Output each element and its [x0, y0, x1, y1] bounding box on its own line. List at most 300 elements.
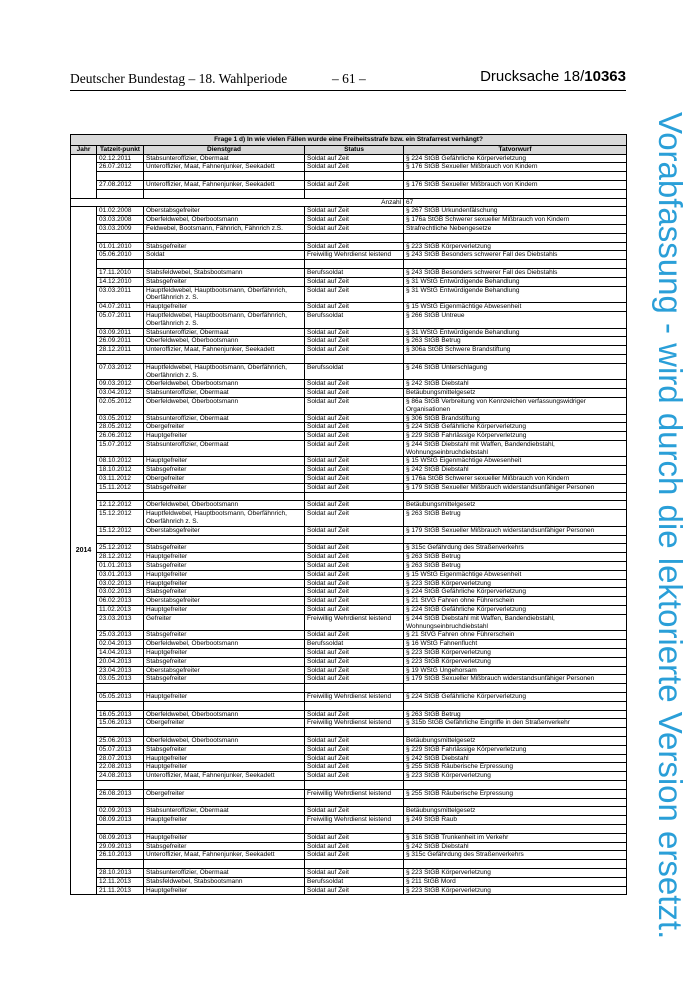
- tatzeit-cell: 23.04.2013: [97, 666, 144, 675]
- dienstgrad-cell: Obergefreiter: [144, 423, 305, 432]
- tatvorwurf-cell: [404, 492, 627, 501]
- status-cell: Soldat auf Zeit: [305, 180, 404, 189]
- tatzeit-cell: 03.02.2013: [97, 579, 144, 588]
- tatzeit-cell: [97, 189, 144, 198]
- tatvorwurf-cell: § 263 StGB Betrug: [404, 337, 627, 346]
- tatvorwurf-cell: [404, 189, 627, 198]
- tatzeit-cell: 05.06.2010: [97, 251, 144, 260]
- tatzeit-cell: 14.12.2010: [97, 277, 144, 286]
- tatzeit-cell: 11.02.2013: [97, 606, 144, 615]
- doc-reference: [480, 68, 626, 85]
- status-cell: Berufssoldat: [305, 311, 404, 328]
- dienstgrad-cell: Oberfeldwebel, Oberbootsmann: [144, 216, 305, 225]
- tatvorwurf-cell: § 315c Gefährdung des Straßenverkehrs: [404, 544, 627, 553]
- tatvorwurf-cell: § 224 StGB Gefährliche Körperverletzung: [404, 588, 627, 597]
- tatvorwurf-cell: § 263 StGB Betrug: [404, 510, 627, 527]
- status-cell: [305, 780, 404, 789]
- dienstgrad-cell: Hauptgefreiter: [144, 693, 305, 702]
- tatvorwurf-cell: § 316 StGB Trunkenheit im Verkehr: [404, 833, 627, 842]
- table-row: [71, 303, 627, 312]
- table-row: [71, 833, 627, 842]
- tatzeit-cell: 25.12.2012: [97, 544, 144, 553]
- dienstgrad-cell: Unteroffizier, Maat, Fahnenjunker, Seekadett: [144, 346, 305, 355]
- tatvorwurf-cell: § 31 WStG Entwürdigende Behandlung: [404, 277, 627, 286]
- dienstgrad-cell: Stabsunteroffizier, Obermaat: [144, 328, 305, 337]
- dienstgrad-cell: [144, 728, 305, 737]
- tatvorwurf-cell: § 16 WStG Fahnenflucht: [404, 640, 627, 649]
- dienstgrad-cell: Oberfeldwebel, Oberbootsmann: [144, 640, 305, 649]
- tatvorwurf-cell: § 224 StGB Gefährliche Körperverletzung: [404, 606, 627, 615]
- table-row: [71, 816, 627, 825]
- table-row: [71, 475, 627, 484]
- table-row: [71, 693, 627, 702]
- dienstgrad-cell: Stabsunteroffizier, Obermaat: [144, 868, 305, 877]
- dienstgrad-cell: Stabsgefreiter: [144, 242, 305, 251]
- table-row: [71, 277, 627, 286]
- dienstgrad-cell: Stabsgefreiter: [144, 675, 305, 684]
- dienstgrad-cell: Hauptfeldwebel, Hauptbootsmann, Oberfähnrich, Oberfähnrich z. S.: [144, 510, 305, 527]
- table-row: [71, 501, 627, 510]
- tatvorwurf-cell: § 179 StGB Sexueller Mißbrauch widerstandsunfähiger Personen: [404, 526, 627, 535]
- dienstgrad-cell: Oberfeldwebel, Oberbootsmann: [144, 501, 305, 510]
- status-cell: Soldat auf Zeit: [305, 242, 404, 251]
- status-cell: Soldat auf Zeit: [305, 163, 404, 172]
- table-row: [71, 719, 627, 728]
- dienstgrad-cell: Hauptgefreiter: [144, 816, 305, 825]
- table-row: [71, 216, 627, 225]
- table-row: [71, 824, 627, 833]
- table-row: [71, 154, 627, 163]
- table-row: [71, 851, 627, 860]
- table-row: [71, 754, 627, 763]
- tatvorwurf-cell: § 263 StGB Betrug: [404, 553, 627, 562]
- tatvorwurf-cell: § 15 WStG Eigenmächtige Abwesenheit: [404, 303, 627, 312]
- dienstgrad-cell: [144, 860, 305, 869]
- tatzeit-cell: [97, 492, 144, 501]
- dienstgrad-cell: [144, 354, 305, 363]
- tatvorwurf-cell: [404, 260, 627, 269]
- status-cell: [305, 824, 404, 833]
- dienstgrad-cell: Obergefreiter: [144, 475, 305, 484]
- table-row: [71, 380, 627, 389]
- table-row: [71, 640, 627, 649]
- tatzeit-cell: 28.10.2013: [97, 868, 144, 877]
- tatvorwurf-cell: § 255 StGB Räuberische Erpressung: [404, 763, 627, 772]
- tatzeit-cell: 03.03.2009: [97, 224, 144, 233]
- tatvorwurf-cell: § 86a StGB Verbreitung von Kennzeichen verfassungswidriger Organisationen: [404, 397, 627, 414]
- tatzeit-cell: [97, 701, 144, 710]
- dienstgrad-cell: Stabsgefreiter: [144, 588, 305, 597]
- status-cell: [305, 172, 404, 181]
- dienstgrad-cell: Stabsgefreiter: [144, 657, 305, 666]
- tatvorwurf-cell: § 223 StGB Körperverletzung: [404, 649, 627, 658]
- watermark-text: Vorabfassung - wird durch die lektorierte Version ersetzt.: [652, 112, 689, 940]
- dienstgrad-cell: Stabsgefreiter: [144, 483, 305, 492]
- tatzeit-cell: 24.08.2013: [97, 772, 144, 781]
- tatvorwurf-cell: § 315c Gefährdung des Straßenverkehrs: [404, 851, 627, 860]
- status-cell: Soldat auf Zeit: [305, 666, 404, 675]
- tatzeit-cell: [97, 824, 144, 833]
- status-cell: Soldat auf Zeit: [305, 842, 404, 851]
- dienstgrad-cell: Oberfeldwebel, Oberbootsmann: [144, 710, 305, 719]
- col-jahr: Jahr: [71, 145, 97, 154]
- tatzeit-cell: 28.07.2013: [97, 754, 144, 763]
- dienstgrad-cell: Stabsgefreiter: [144, 562, 305, 571]
- table-row: [71, 535, 627, 544]
- status-cell: Freiwillig Wehrdienst leistend: [305, 693, 404, 702]
- tatzeit-cell: [97, 354, 144, 363]
- count-value: 67: [404, 198, 627, 207]
- status-cell: Soldat auf Zeit: [305, 397, 404, 414]
- status-cell: Soldat auf Zeit: [305, 675, 404, 684]
- table-row: [71, 868, 627, 877]
- status-cell: [305, 492, 404, 501]
- dienstgrad-cell: Hauptgefreiter: [144, 303, 305, 312]
- col-tatzeit: Tatzeit-punkt: [97, 145, 144, 154]
- tatzeit-cell: 27.08.2012: [97, 180, 144, 189]
- status-cell: Soldat auf Zeit: [305, 440, 404, 457]
- table-row: [71, 579, 627, 588]
- tatzeit-cell: 26.06.2012: [97, 432, 144, 441]
- tatzeit-cell: 08.10.2012: [97, 457, 144, 466]
- tatvorwurf-cell: Betäubungsmittelgesetz: [404, 736, 627, 745]
- tatzeit-cell: 22.08.2013: [97, 763, 144, 772]
- tatzeit-cell: 03.11.2012: [97, 475, 144, 484]
- dienstgrad-cell: Unteroffizier, Maat, Fahnenjunker, Seekadett: [144, 851, 305, 860]
- dienstgrad-cell: Unteroffizier, Maat, Fahnenjunker, Seekadett: [144, 180, 305, 189]
- status-cell: [305, 798, 404, 807]
- status-cell: Soldat auf Zeit: [305, 649, 404, 658]
- status-cell: Soldat auf Zeit: [305, 588, 404, 597]
- tatvorwurf-cell: § 176a StGB Schwerer sexueller Mißbrauch von Kindern: [404, 216, 627, 225]
- table-row: [71, 224, 627, 233]
- table-row: [71, 354, 627, 363]
- tatzeit-cell: 25.06.2013: [97, 736, 144, 745]
- year-cell: 2014: [71, 207, 97, 895]
- tatzeit-cell: 12.12.2012: [97, 501, 144, 510]
- year-cell: [71, 154, 97, 198]
- tatvorwurf-cell: § 249 StGB Raub: [404, 816, 627, 825]
- table-body: [71, 154, 627, 895]
- tatvorwurf-cell: § 223 StGB Körperverletzung: [404, 657, 627, 666]
- tatzeit-cell: [97, 172, 144, 181]
- status-cell: [305, 860, 404, 869]
- dienstgrad-cell: Hauptgefreiter: [144, 579, 305, 588]
- tatzeit-cell: 03.03.2008: [97, 216, 144, 225]
- status-cell: Soldat auf Zeit: [305, 772, 404, 781]
- dienstgrad-cell: Obergefreiter: [144, 789, 305, 798]
- tatvorwurf-cell: § 179 StGB Sexueller Mißbrauch widerstandsunfähiger Personen: [404, 675, 627, 684]
- tatzeit-cell: 02.12.2011: [97, 154, 144, 163]
- col-dienstgrad: Dienstgrad: [144, 145, 305, 154]
- status-cell: Soldat auf Zeit: [305, 597, 404, 606]
- tatvorwurf-cell: [404, 860, 627, 869]
- dienstgrad-cell: Hauptgefreiter: [144, 432, 305, 441]
- table-row: [71, 423, 627, 432]
- table-row: [71, 163, 627, 172]
- tatvorwurf-cell: § 267 StGB Urkundenfälschung: [404, 207, 627, 216]
- doc-label: Drucksache 18/: [480, 68, 585, 85]
- tatzeit-cell: [97, 233, 144, 242]
- status-cell: Soldat auf Zeit: [305, 745, 404, 754]
- status-cell: [305, 535, 404, 544]
- tatzeit-cell: 20.04.2013: [97, 657, 144, 666]
- dienstgrad-cell: Oberfeldwebel, Oberbootsmann: [144, 736, 305, 745]
- dienstgrad-cell: Stabsfeldwebel, Stabsbootsmann: [144, 877, 305, 886]
- dienstgrad-cell: Hauptgefreiter: [144, 833, 305, 842]
- status-cell: Soldat auf Zeit: [305, 763, 404, 772]
- dienstgrad-cell: Stabsunteroffizier, Obermaat: [144, 440, 305, 457]
- status-cell: Freiwillig Wehrdienst leistend: [305, 251, 404, 260]
- table-row: [71, 286, 627, 303]
- tatzeit-cell: 28.12.2011: [97, 346, 144, 355]
- tatvorwurf-cell: [404, 172, 627, 181]
- tatvorwurf-cell: § 223 StGB Körperverletzung: [404, 868, 627, 877]
- table-row: [71, 510, 627, 527]
- table-row: [71, 363, 627, 380]
- status-cell: Soldat auf Zeit: [305, 579, 404, 588]
- tatzeit-cell: 06.02.2013: [97, 597, 144, 606]
- status-cell: Soldat auf Zeit: [305, 207, 404, 216]
- status-cell: [305, 189, 404, 198]
- table-row: [71, 807, 627, 816]
- dienstgrad-cell: Oberfeldwebel, Oberbootsmann: [144, 337, 305, 346]
- status-cell: Soldat auf Zeit: [305, 657, 404, 666]
- tatzeit-cell: 01.01.2010: [97, 242, 144, 251]
- tatvorwurf-cell: § 176 StGB Sexueller Mißbrauch von Kindern: [404, 163, 627, 172]
- tatzeit-cell: 26.10.2013: [97, 851, 144, 860]
- dienstgrad-cell: Stabsgefreiter: [144, 277, 305, 286]
- table-row: [71, 389, 627, 398]
- status-cell: Soldat auf Zeit: [305, 328, 404, 337]
- status-cell: Soldat auf Zeit: [305, 337, 404, 346]
- dienstgrad-cell: Stabsgefreiter: [144, 631, 305, 640]
- status-cell: Soldat auf Zeit: [305, 475, 404, 484]
- col-tatvorwurf: Tatvorwurf: [404, 145, 627, 154]
- dienstgrad-cell: [144, 172, 305, 181]
- tatzeit-cell: [97, 860, 144, 869]
- status-cell: Soldat auf Zeit: [305, 457, 404, 466]
- tatvorwurf-cell: § 31 WStG Entwürdigende Behandlung: [404, 286, 627, 303]
- tatzeit-cell: 05.07.2013: [97, 745, 144, 754]
- status-cell: Soldat auf Zeit: [305, 807, 404, 816]
- tatvorwurf-cell: § 242 StGB Diebstahl: [404, 754, 627, 763]
- tatzeit-cell: 01.01.2013: [97, 562, 144, 571]
- table-row: [71, 457, 627, 466]
- dienstgrad-cell: Feldwebel, Bootsmann, Fähnrich, Fähnrich z.S.: [144, 224, 305, 233]
- table-row: [71, 789, 627, 798]
- table-row: [71, 597, 627, 606]
- status-cell: [305, 260, 404, 269]
- table-row: [71, 877, 627, 886]
- tatvorwurf-cell: § 243 StGB Besonders schwerer Fall des Diebstahls: [404, 251, 627, 260]
- tatzeit-cell: 23.03.2013: [97, 614, 144, 631]
- dienstgrad-cell: [144, 780, 305, 789]
- tatzeit-cell: 08.09.2013: [97, 816, 144, 825]
- tatzeit-cell: 05.05.2013: [97, 693, 144, 702]
- tatzeit-cell: 03.05.2012: [97, 414, 144, 423]
- status-cell: Soldat auf Zeit: [305, 851, 404, 860]
- tatzeit-cell: 04.07.2011: [97, 303, 144, 312]
- tatvorwurf-cell: Betäubungsmittelgesetz: [404, 389, 627, 398]
- tatzeit-cell: 09.03.2012: [97, 380, 144, 389]
- tatvorwurf-cell: § 223 StGB Körperverletzung: [404, 886, 627, 895]
- dienstgrad-cell: [144, 798, 305, 807]
- tatvorwurf-cell: [404, 684, 627, 693]
- tatvorwurf-cell: § 15 WStG Eigenmächtige Abwesenheit: [404, 457, 627, 466]
- dienstgrad-cell: [144, 492, 305, 501]
- dienstgrad-cell: Hauptgefreiter: [144, 606, 305, 615]
- table-row: [71, 649, 627, 658]
- tatvorwurf-cell: [404, 233, 627, 242]
- tatzeit-cell: 18.10.2012: [97, 466, 144, 475]
- status-cell: [305, 354, 404, 363]
- tatvorwurf-cell: § 21 StVG Fahren ohne Führerschein: [404, 631, 627, 640]
- status-cell: Soldat auf Zeit: [305, 544, 404, 553]
- dienstgrad-cell: Hauptgefreiter: [144, 570, 305, 579]
- tatvorwurf-cell: [404, 780, 627, 789]
- dienstgrad-cell: Unteroffizier, Maat, Fahnenjunker, Seekadett: [144, 772, 305, 781]
- status-cell: Soldat auf Zeit: [305, 868, 404, 877]
- status-cell: Soldat auf Zeit: [305, 606, 404, 615]
- status-cell: Freiwillig Wehrdienst leistend: [305, 719, 404, 728]
- status-cell: Soldat auf Zeit: [305, 570, 404, 579]
- tatzeit-cell: 02.05.2012: [97, 397, 144, 414]
- tatvorwurf-cell: § 223 StGB Körperverletzung: [404, 242, 627, 251]
- tatzeit-cell: 03.09.2011: [97, 328, 144, 337]
- status-cell: Soldat auf Zeit: [305, 710, 404, 719]
- status-cell: Soldat auf Zeit: [305, 631, 404, 640]
- tatvorwurf-cell: [404, 701, 627, 710]
- table-row: [71, 207, 627, 216]
- dienstgrad-cell: Hauptfeldwebel, Hauptbootsmann, Oberfähnrich, Oberfähnrich z. S.: [144, 286, 305, 303]
- dienstgrad-cell: Hauptgefreiter: [144, 457, 305, 466]
- status-cell: [305, 701, 404, 710]
- table-row: [71, 860, 627, 869]
- tatvorwurf-cell: Strafrechtliche Nebengesetze: [404, 224, 627, 233]
- cases-table: [70, 134, 627, 895]
- tatzeit-cell: 26.08.2013: [97, 789, 144, 798]
- status-cell: Soldat auf Zeit: [305, 553, 404, 562]
- table-row: [71, 544, 627, 553]
- status-cell: Soldat auf Zeit: [305, 277, 404, 286]
- dienstgrad-cell: Oberstabsgefreiter: [144, 666, 305, 675]
- tatvorwurf-cell: § 19 WStG Ungehorsam: [404, 666, 627, 675]
- dienstgrad-cell: Obergefreiter: [144, 719, 305, 728]
- status-cell: Soldat auf Zeit: [305, 562, 404, 571]
- tatzeit-cell: [97, 684, 144, 693]
- status-cell: Soldat auf Zeit: [305, 754, 404, 763]
- tatzeit-cell: [97, 780, 144, 789]
- tatvorwurf-cell: Betäubungsmittelgesetz: [404, 807, 627, 816]
- table-row: [71, 728, 627, 737]
- dienstgrad-cell: Unteroffizier, Maat, Fahnenjunker, Seekadett: [144, 163, 305, 172]
- dienstgrad-cell: Hauptgefreiter: [144, 553, 305, 562]
- tatzeit-cell: [97, 798, 144, 807]
- status-cell: Soldat auf Zeit: [305, 736, 404, 745]
- table-row: [71, 172, 627, 181]
- tatvorwurf-cell: [404, 824, 627, 833]
- status-cell: Soldat auf Zeit: [305, 432, 404, 441]
- table-row: [71, 886, 627, 895]
- dienstgrad-cell: Stabsgefreiter: [144, 745, 305, 754]
- table-row: [71, 710, 627, 719]
- dienstgrad-cell: [144, 535, 305, 544]
- table-row: [71, 432, 627, 441]
- table-row: [71, 466, 627, 475]
- dienstgrad-cell: [144, 824, 305, 833]
- table-row: [71, 570, 627, 579]
- table-row: [71, 631, 627, 640]
- tatzeit-cell: 07.03.2012: [97, 363, 144, 380]
- doc-number: 10363: [584, 68, 626, 85]
- table-row: [71, 588, 627, 597]
- tatvorwurf-cell: § 243 StGB Besonders schwerer Fall des Diebstahls: [404, 268, 627, 277]
- tatvorwurf-cell: § 211 StGB Mord: [404, 877, 627, 886]
- dienstgrad-cell: Hauptfeldwebel, Hauptbootsmann, Oberfähnrich, Oberfähnrich z. S.: [144, 363, 305, 380]
- tatvorwurf-cell: § 306 StGB Brandstiftung: [404, 414, 627, 423]
- table-row: [71, 492, 627, 501]
- dienstgrad-cell: Stabsgefreiter: [144, 842, 305, 851]
- status-cell: Soldat auf Zeit: [305, 833, 404, 842]
- table-row: [71, 666, 627, 675]
- tatvorwurf-cell: § 246 StGB Unterschlagung: [404, 363, 627, 380]
- tatzeit-cell: 02.04.2013: [97, 640, 144, 649]
- status-cell: Freiwillig Wehrdienst leistend: [305, 789, 404, 798]
- table-row: [71, 780, 627, 789]
- dienstgrad-cell: Stabsgefreiter: [144, 466, 305, 475]
- tatvorwurf-cell: § 21 StVG Fahren ohne Führerschein: [404, 597, 627, 606]
- tatzeit-cell: 02.09.2013: [97, 807, 144, 816]
- tatzeit-cell: 12.11.2013: [97, 877, 144, 886]
- header-left: Deutscher Bundestag – 18. Wahlperiode: [70, 71, 288, 86]
- table-row: [71, 242, 627, 251]
- table-row: [71, 328, 627, 337]
- status-cell: Berufssoldat: [305, 640, 404, 649]
- tatvorwurf-cell: § 229 StGB Fahrlässige Körperverletzung: [404, 745, 627, 754]
- status-cell: Soldat auf Zeit: [305, 346, 404, 355]
- status-cell: Soldat auf Zeit: [305, 886, 404, 895]
- tatvorwurf-cell: § 315b StGB Gefährliche Eingriffe in den Straßenverkehr: [404, 719, 627, 728]
- tatvorwurf-cell: § 224 StGB Gefährliche Körperverletzung: [404, 154, 627, 163]
- tatvorwurf-cell: § 263 StGB Betrug: [404, 710, 627, 719]
- status-cell: Berufssoldat: [305, 268, 404, 277]
- tatvorwurf-cell: § 176 StGB Sexueller Mißbrauch von Kindern: [404, 180, 627, 189]
- table-row: [71, 736, 627, 745]
- tatvorwurf-cell: § 224 StGB Gefährliche Körperverletzung: [404, 693, 627, 702]
- tatzeit-cell: 16.05.2013: [97, 710, 144, 719]
- table-row: [71, 684, 627, 693]
- status-cell: Soldat auf Zeit: [305, 286, 404, 303]
- status-cell: Berufssoldat: [305, 363, 404, 380]
- dienstgrad-cell: [144, 189, 305, 198]
- table-row: [71, 562, 627, 571]
- watermark: [645, 112, 695, 940]
- tatzeit-cell: 25.03.2013: [97, 631, 144, 640]
- table-title: Frage 1 d) In wie vielen Fällen wurde eine Freiheitsstrafe bzw. ein Strafarrest verhängt?: [71, 135, 627, 146]
- table-row: [71, 701, 627, 710]
- dienstgrad-cell: Soldat: [144, 251, 305, 260]
- status-cell: [305, 728, 404, 737]
- dienstgrad-cell: Stabsunteroffizier, Obermaat: [144, 807, 305, 816]
- tatzeit-cell: [97, 535, 144, 544]
- status-cell: Freiwillig Wehrdienst leistend: [305, 816, 404, 825]
- tatzeit-cell: 08.09.2013: [97, 833, 144, 842]
- tatvorwurf-cell: § 223 StGB Körperverletzung: [404, 579, 627, 588]
- status-cell: Soldat auf Zeit: [305, 224, 404, 233]
- table-row: [71, 260, 627, 269]
- table-row: [71, 189, 627, 198]
